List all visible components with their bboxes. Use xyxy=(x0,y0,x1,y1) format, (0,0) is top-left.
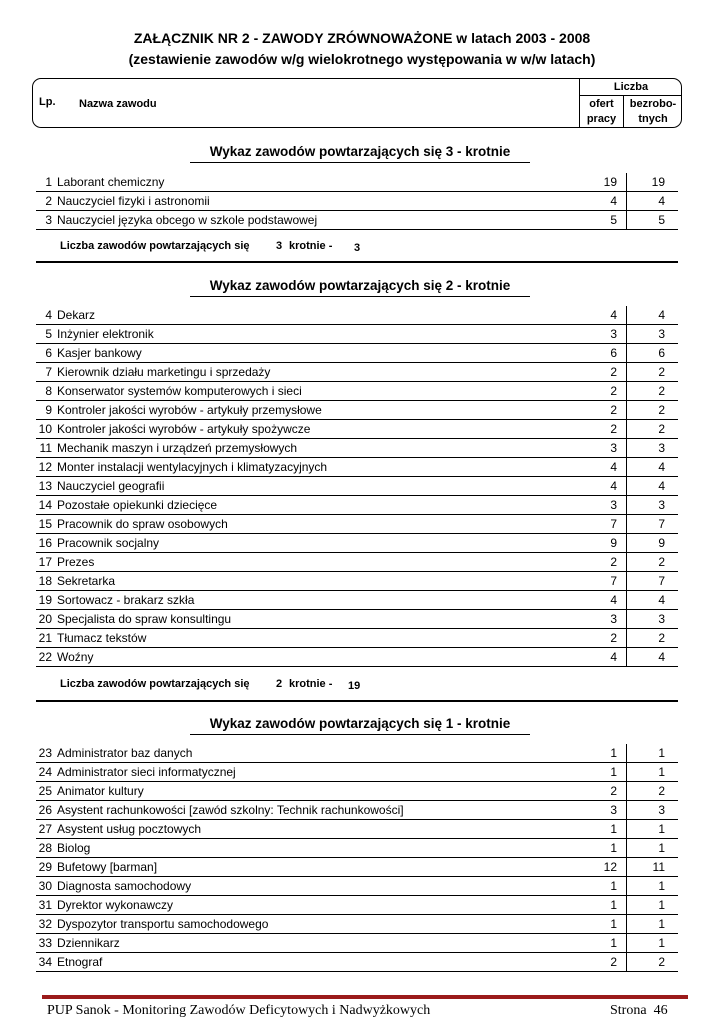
row-name: Prezes xyxy=(57,555,95,569)
row-lp: 3 xyxy=(45,213,52,227)
row-lp: 31 xyxy=(38,898,52,912)
row-unemployed: 1 xyxy=(658,936,665,950)
table-row xyxy=(36,896,678,915)
row-name: Etnograf xyxy=(57,955,103,969)
table-row xyxy=(36,839,678,858)
summary-label: Liczba zawodów powtarzających się xyxy=(60,240,250,252)
row-lp: 9 xyxy=(45,403,52,417)
summary-label: Liczba zawodów powtarzających się xyxy=(60,678,250,690)
column-divider xyxy=(626,648,627,666)
row-unemployed: 2 xyxy=(658,365,665,379)
row-unemployed: 5 xyxy=(658,213,665,227)
row-lp: 27 xyxy=(38,822,52,836)
row-unemployed: 2 xyxy=(658,555,665,569)
row-name: Kontroler jakości wyrobów - artykuły spożywcze xyxy=(57,422,311,436)
row-lp: 16 xyxy=(38,536,52,550)
row-offers: 4 xyxy=(610,460,617,474)
row-offers: 2 xyxy=(610,365,617,379)
row-name: Mechanik maszyn i urządzeń przemysłowych xyxy=(57,441,298,455)
row-name: Dziennikarz xyxy=(57,936,120,950)
table-row xyxy=(36,553,678,572)
row-unemployed: 1 xyxy=(658,822,665,836)
row-unemployed: 4 xyxy=(658,460,665,474)
header-count: Liczba xyxy=(579,79,682,96)
column-divider xyxy=(626,211,627,229)
summary-suffix: krotnie - xyxy=(289,240,333,252)
row-lp: 22 xyxy=(38,650,52,664)
row-unemployed: 7 xyxy=(658,574,665,588)
column-divider xyxy=(626,496,627,514)
row-name: Monter instalacji wentylacyjnych i klimatyzacyjnych xyxy=(57,460,328,474)
row-unemployed: 3 xyxy=(658,803,665,817)
row-lp: 26 xyxy=(38,803,52,817)
row-lp: 1 xyxy=(45,175,52,189)
section-title: Wykaz zawodów powtarzających się 3 - krotnie xyxy=(190,144,530,163)
row-lp: 32 xyxy=(38,917,52,931)
row-unemployed: 2 xyxy=(658,631,665,645)
column-divider xyxy=(626,763,627,781)
column-divider xyxy=(626,458,627,476)
footer-title: PUP Sanok - Monitoring Zawodów Deficytowych i Nadwyżkowych xyxy=(47,1003,431,1018)
table-row xyxy=(36,801,678,820)
row-offers: 12 xyxy=(603,860,617,874)
column-divider xyxy=(626,439,627,457)
section-title: Wykaz zawodów powtarzających się 2 - krotnie xyxy=(190,278,530,297)
column-divider xyxy=(626,839,627,857)
summary-count: 19 xyxy=(348,680,361,692)
header-lp: Lp. xyxy=(39,96,56,108)
row-offers: 19 xyxy=(603,175,617,189)
table-row xyxy=(36,534,678,553)
row-unemployed: 4 xyxy=(658,479,665,493)
row-offers: 7 xyxy=(610,517,617,531)
row-unemployed: 1 xyxy=(658,917,665,931)
summary-count: 3 xyxy=(354,242,361,254)
row-lp: 18 xyxy=(38,574,52,588)
row-name: Nauczyciel języka obcego w szkole podstawowej xyxy=(57,213,318,227)
header-offers-line1: ofert xyxy=(589,98,614,110)
row-unemployed: 1 xyxy=(658,746,665,760)
row-offers: 4 xyxy=(610,650,617,664)
row-offers: 5 xyxy=(610,213,617,227)
row-offers: 1 xyxy=(610,898,617,912)
row-offers: 1 xyxy=(610,917,617,931)
row-offers: 2 xyxy=(610,403,617,417)
row-lp: 21 xyxy=(38,631,52,645)
table-row xyxy=(36,458,678,477)
table-row xyxy=(36,306,678,325)
row-offers: 4 xyxy=(610,194,617,208)
row-lp: 23 xyxy=(38,746,52,760)
row-lp: 7 xyxy=(45,365,52,379)
row-offers: 6 xyxy=(610,346,617,360)
page-label: Strona xyxy=(610,1003,647,1018)
row-offers: 2 xyxy=(610,384,617,398)
summary-times: 2 xyxy=(276,678,283,690)
row-name: Administrator baz danych xyxy=(57,746,193,760)
row-lp: 19 xyxy=(38,593,52,607)
row-name: Dyspozytor transportu samochodowego xyxy=(57,917,269,931)
row-lp: 8 xyxy=(45,384,52,398)
row-lp: 25 xyxy=(38,784,52,798)
row-name: Laborant chemiczny xyxy=(57,175,165,189)
row-lp: 11 xyxy=(39,441,52,455)
row-name: Woźny xyxy=(57,650,94,664)
table-row xyxy=(36,401,678,420)
column-divider xyxy=(626,363,627,381)
header-offers xyxy=(579,96,623,128)
row-name: Animator kultury xyxy=(57,784,144,798)
row-lp: 20 xyxy=(38,612,52,626)
header-name: Nazwa zawodu xyxy=(79,98,157,110)
row-unemployed: 4 xyxy=(658,194,665,208)
row-offers: 2 xyxy=(610,955,617,969)
column-divider xyxy=(626,173,627,191)
column-divider xyxy=(626,896,627,914)
table-row xyxy=(36,344,678,363)
row-unemployed: 4 xyxy=(658,650,665,664)
row-name: Tłumacz tekstów xyxy=(57,631,147,645)
section-divider xyxy=(36,700,678,702)
row-offers: 1 xyxy=(610,936,617,950)
row-offers: 7 xyxy=(610,574,617,588)
row-name: Kasjer bankowy xyxy=(57,346,142,360)
row-name: Biolog xyxy=(57,841,91,855)
table-row xyxy=(36,325,678,344)
column-divider xyxy=(626,382,627,400)
column-divider xyxy=(626,934,627,952)
row-unemployed: 6 xyxy=(658,346,665,360)
row-offers: 4 xyxy=(610,593,617,607)
table-row xyxy=(36,173,678,192)
column-divider xyxy=(626,344,627,362)
row-unemployed: 1 xyxy=(658,898,665,912)
page-number-value: 46 xyxy=(653,1003,668,1018)
row-lp: 12 xyxy=(38,460,52,474)
column-divider xyxy=(626,591,627,609)
table-row xyxy=(36,629,678,648)
row-name: Bufetowy [barman] xyxy=(57,860,158,874)
row-offers: 1 xyxy=(610,822,617,836)
column-divider xyxy=(626,877,627,895)
table-row xyxy=(36,934,678,953)
table-row xyxy=(36,192,678,211)
table-row xyxy=(36,648,678,667)
column-divider xyxy=(626,553,627,571)
row-unemployed: 1 xyxy=(658,841,665,855)
row-name: Kontroler jakości wyrobów - artykuły przemysłowe xyxy=(57,403,322,417)
table-row xyxy=(36,211,678,230)
column-divider xyxy=(626,420,627,438)
row-name: Nauczyciel fizyki i astronomii xyxy=(57,194,210,208)
row-name: Kierownik działu marketingu i sprzedaży xyxy=(57,365,271,379)
row-name: Pracownik socjalny xyxy=(57,536,160,550)
summary-times: 3 xyxy=(276,240,283,252)
row-unemployed: 4 xyxy=(658,308,665,322)
header-unemployed-line2: tnych xyxy=(638,113,668,125)
row-name: Sekretarka xyxy=(57,574,116,588)
row-unemployed: 1 xyxy=(658,879,665,893)
header-unemployed xyxy=(623,96,682,128)
row-offers: 2 xyxy=(610,422,617,436)
row-lp: 14 xyxy=(38,498,52,512)
row-name: Asystent usług pocztowych xyxy=(57,822,202,836)
row-lp: 5 xyxy=(45,327,52,341)
column-divider xyxy=(626,534,627,552)
table-row xyxy=(36,496,678,515)
column-divider xyxy=(626,953,627,971)
footer-divider xyxy=(42,995,688,999)
row-lp: 4 xyxy=(45,308,52,322)
row-lp: 2 xyxy=(45,194,52,208)
row-unemployed: 11 xyxy=(652,860,665,874)
row-unemployed: 1 xyxy=(658,765,665,779)
row-unemployed: 2 xyxy=(658,422,665,436)
column-divider xyxy=(626,306,627,324)
row-lp: 10 xyxy=(38,422,52,436)
row-lp: 17 xyxy=(38,555,52,569)
row-name: Nauczyciel geografii xyxy=(57,479,165,493)
row-unemployed: 2 xyxy=(658,403,665,417)
row-unemployed: 3 xyxy=(658,441,665,455)
table-row xyxy=(36,915,678,934)
row-name: Pozostałe opiekunki dziecięce xyxy=(57,498,218,512)
row-offers: 3 xyxy=(610,441,617,455)
row-offers: 2 xyxy=(610,631,617,645)
row-offers: 2 xyxy=(610,784,617,798)
row-offers: 1 xyxy=(610,841,617,855)
table-row xyxy=(36,953,678,972)
table-row xyxy=(36,420,678,439)
table-header xyxy=(32,78,682,128)
row-offers: 4 xyxy=(610,308,617,322)
row-lp: 29 xyxy=(38,860,52,874)
section-divider xyxy=(36,261,678,263)
table-row xyxy=(36,610,678,629)
column-divider xyxy=(626,515,627,533)
row-lp: 28 xyxy=(38,841,52,855)
row-offers: 1 xyxy=(610,765,617,779)
row-offers: 3 xyxy=(610,498,617,512)
table-row xyxy=(36,763,678,782)
page-title: ZAŁĄCZNIK NR 2 - ZAWODY ZRÓWNOWAŻONE w latach 2003 - 2008 xyxy=(133,30,591,46)
table-row xyxy=(36,572,678,591)
column-divider xyxy=(626,401,627,419)
column-divider xyxy=(626,744,627,762)
table-row xyxy=(36,382,678,401)
row-unemployed: 3 xyxy=(658,327,665,341)
row-unemployed: 4 xyxy=(658,593,665,607)
row-lp: 6 xyxy=(45,346,52,360)
row-name: Konserwator systemów komputerowych i sieci xyxy=(57,384,302,398)
table-row xyxy=(36,820,678,839)
table-row xyxy=(36,515,678,534)
row-offers: 3 xyxy=(610,803,617,817)
header-unemployed-line1: bezrobo- xyxy=(629,98,677,110)
section-title: Wykaz zawodów powtarzających się 1 - krotnie xyxy=(190,716,530,735)
table-row xyxy=(36,877,678,896)
row-unemployed: 19 xyxy=(651,175,665,189)
row-name: Specjalista do spraw konsultingu xyxy=(57,612,232,626)
row-name: Asystent rachunkowości [zawód szkolny: Technik rachunkowości] xyxy=(57,803,404,817)
row-lp: 15 xyxy=(38,517,52,531)
column-divider xyxy=(626,192,627,210)
row-name: Dyrektor wykonawczy xyxy=(57,898,174,912)
column-divider xyxy=(626,629,627,647)
page-subtitle: (zestawienie zawodów w/g wielokrotnego występowania w w/w latach) xyxy=(128,51,596,67)
column-divider xyxy=(626,820,627,838)
row-name: Administrator sieci informatycznej xyxy=(57,765,236,779)
row-unemployed: 2 xyxy=(658,955,665,969)
table-row xyxy=(36,591,678,610)
row-name: Inżynier elektronik xyxy=(57,327,154,341)
table-row xyxy=(36,363,678,382)
row-offers: 3 xyxy=(610,612,617,626)
row-unemployed: 2 xyxy=(658,384,665,398)
column-divider xyxy=(626,801,627,819)
page-number xyxy=(610,1003,668,1019)
column-divider xyxy=(626,610,627,628)
summary-suffix: krotnie - xyxy=(289,678,333,690)
table-row xyxy=(36,744,678,763)
table-row xyxy=(36,782,678,801)
table-row xyxy=(36,439,678,458)
row-unemployed: 2 xyxy=(658,784,665,798)
row-unemployed: 9 xyxy=(658,536,665,550)
row-offers: 1 xyxy=(610,746,617,760)
row-unemployed: 3 xyxy=(658,612,665,626)
row-offers: 2 xyxy=(610,555,617,569)
row-name: Pracownik do spraw osobowych xyxy=(57,517,228,531)
row-offers: 4 xyxy=(610,479,617,493)
row-lp: 34 xyxy=(38,955,52,969)
row-lp: 24 xyxy=(38,765,52,779)
row-lp: 30 xyxy=(38,879,52,893)
row-name: Dekarz xyxy=(57,308,96,322)
row-offers: 1 xyxy=(610,879,617,893)
row-unemployed: 3 xyxy=(658,498,665,512)
header-offers-line2: pracy xyxy=(586,113,617,125)
header-count-group xyxy=(579,79,682,128)
column-divider xyxy=(626,477,627,495)
table-row xyxy=(36,477,678,496)
column-divider xyxy=(626,858,627,876)
row-unemployed: 7 xyxy=(658,517,665,531)
row-lp: 33 xyxy=(38,936,52,950)
column-divider xyxy=(626,572,627,590)
column-divider xyxy=(626,782,627,800)
row-lp: 13 xyxy=(38,479,52,493)
row-offers: 3 xyxy=(610,327,617,341)
column-divider xyxy=(626,915,627,933)
column-divider xyxy=(626,325,627,343)
row-name: Sortowacz - brakarz szkła xyxy=(57,593,195,607)
row-offers: 9 xyxy=(610,536,617,550)
table-row xyxy=(36,858,678,877)
row-name: Diagnosta samochodowy xyxy=(57,879,192,893)
